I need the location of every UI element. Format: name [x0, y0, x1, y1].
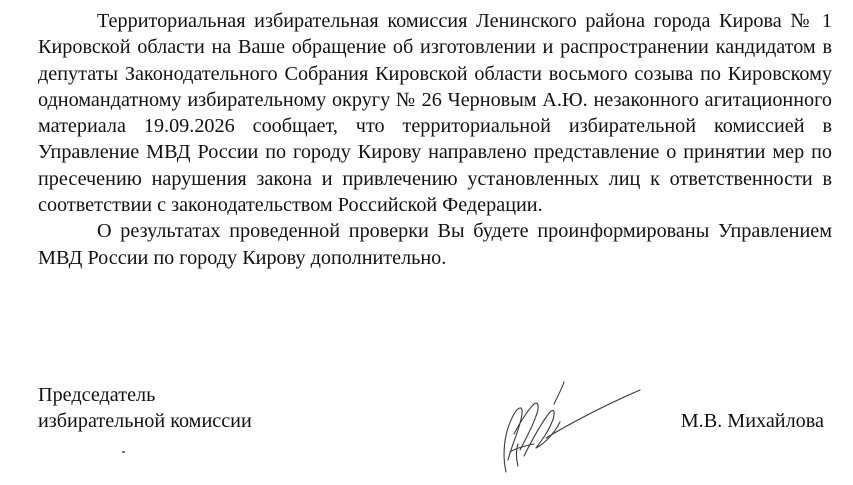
signer-name: М.В. Михайлова [680, 410, 824, 432]
signer-title-line2: избирательной комиссии [38, 410, 252, 433]
paragraph-result: О результатах проведенной проверки Вы будете проинформированы Управлением МВД России по городу Кирову дополнительно. [38, 220, 832, 269]
handwritten-signature [454, 374, 644, 484]
signer-title-line1: Председатель [38, 384, 156, 406]
signature-block [38, 382, 832, 482]
signer-title [38, 382, 252, 435]
paragraph-main: Территориальная избирательная комиссия Ленинского района города Кирова № 1 Кировской области на Ваше обращение об изготовлении и распространении кандидатом в депутаты Законодательного Собрания Кировской области восьмого созыва по Кировскому одномандатному избирательному округу № 26 Черновым А.Ю. незаконного агитационного материала 19.09.2026 сообщает, что территориальной избирательной комиссией в Управление МВД России по городу Кирову направлено представление о принятии мер по пресечению нарушения закона и привлечению установленных лиц к ответственности в соответствии с законодательством Российской Федерации. [38, 10, 832, 217]
letter-body [38, 8, 832, 271]
stray-mark [122, 451, 125, 453]
